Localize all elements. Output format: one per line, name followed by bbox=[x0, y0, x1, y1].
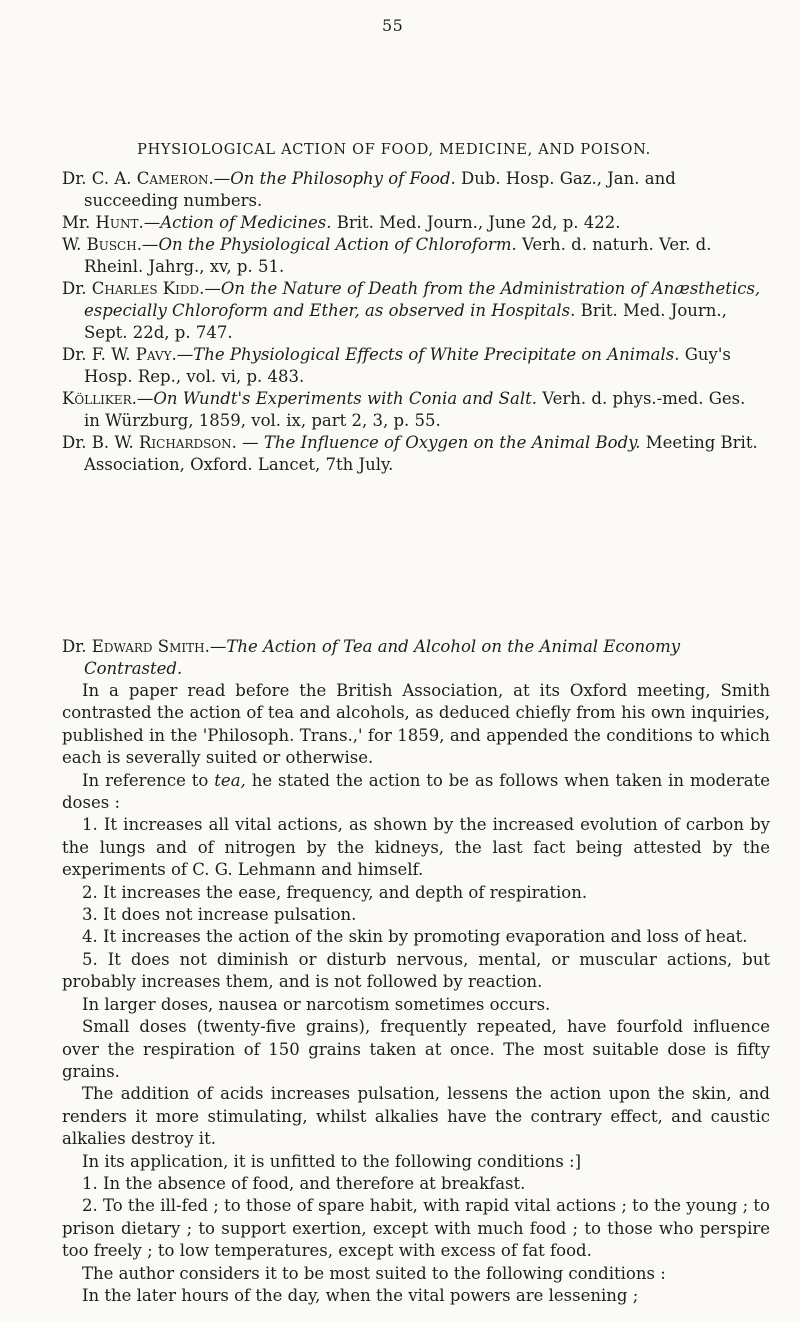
work-title: Action of Medicines. bbox=[160, 213, 332, 232]
citation: Verh. d. naturh. Ver. d. Rheinl. Jahrg., xv, p. 51. bbox=[84, 235, 712, 276]
reference-entry: Mr. Hunt.—Action of Medicines. Brit. Med. Journ., June 2d, p. 422. bbox=[62, 213, 621, 232]
work-title: On Wundt's Experiments with Conia and Salt. bbox=[153, 389, 537, 408]
author-name: Hunt bbox=[95, 213, 139, 232]
author-name: Edward Smith bbox=[91, 637, 205, 656]
author-name: Charles Kidd bbox=[91, 279, 200, 298]
reference-entry: Dr. Charles Kidd.—On the Nature of Death from the Administration of Anæsthetics, especially Chloroform and Ether, as observed in Hospitals. Brit. Med. Journ., Sept. 22d, p. 747. bbox=[62, 279, 761, 342]
work-title: On the Physiological Action of Chloroform. bbox=[158, 235, 517, 254]
reference-list bbox=[62, 168, 762, 476]
application-paragraph: In its application, it is unfitted to the following conditions :] bbox=[82, 1151, 582, 1171]
suited-intro-paragraph: The author considers it to be most suited to the following conditions : bbox=[82, 1263, 666, 1283]
acids-paragraph: The addition of acids increases pulsation, lessens the action upon the skin, and renders it more stimulating, whilst alkalies have the contrary effect, and caustic alkalies destroy it. bbox=[62, 1084, 770, 1149]
work-title: On the Nature of Death from the Administration of Anæsthetics, especially Chloroform and Ether, as observed in Hospitals. bbox=[84, 279, 761, 320]
reference-entry: Kölliker.—On Wundt's Experiments with Conia and Salt. Verh. d. phys.-med. Ges. in Würzburg, 1859, vol. ix, part 2, 3, p. 55. bbox=[62, 389, 746, 430]
intro-paragraph: In a paper read before the British Association, at its Oxford meeting, Smith contrasted the action of tea and alcohols, as deduced chiefly from his own inquiries, published in the 'Philosoph. Trans.,' for 1859, and appended the conditions to which each is severally suited or otherwise. bbox=[62, 681, 770, 768]
unfit-condition: 2. To the ill-fed ; to those of spare habit, with rapid vital actions ; to the young ; to prison dietary ; to support exertion, except with much food ; to those who perspire too freely ; to low temperatures, except with excess of fat food. bbox=[62, 1196, 770, 1261]
citation: Brit. Med. Journ., Sept. 22d, p. 747. bbox=[84, 301, 727, 342]
citation: Brit. Med. Journ., June 2d, p. 422. bbox=[331, 213, 621, 232]
larger-doses-paragraph: In larger doses, nausea or narcotism sometimes occurs. bbox=[82, 994, 551, 1014]
numbered-point: 3. It does not increase pulsation. bbox=[82, 905, 357, 925]
reference-entry: W. Busch.—On the Physiological Action of Chloroform. Verh. d. naturh. Ver. d. Rheinl. Jahrg., xv, p. 51. bbox=[62, 235, 712, 276]
citation: Meeting Brit. Association, Oxford. Lancet, 7th July. bbox=[84, 433, 758, 474]
page-number: 55 bbox=[382, 16, 404, 35]
author-name: Kölliker bbox=[62, 389, 132, 408]
numbered-point: 4. It increases the action of the skin by promoting evaporation and loss of heat. bbox=[82, 927, 748, 947]
citation: Dub. Hosp. Gaz., Jan. and succeeding numbers. bbox=[84, 169, 676, 210]
work-title: On the Philosophy of Food. bbox=[230, 169, 456, 188]
citation: Verh. d. phys.-med. Ges. in Würzburg, 1859, vol. ix, part 2, 3, p. 55. bbox=[84, 389, 746, 430]
numbered-point: 1. It increases all vital actions, as shown by the increased evolution of carbon by the lungs and of nitrogen by the kidneys, the last fact being attested by the experiments of C. G. Lehmann and himself. bbox=[62, 815, 770, 880]
work-title: The Physiological Effects of White Precipitate on Animals. bbox=[193, 345, 680, 364]
author-name: Busch bbox=[86, 235, 137, 254]
numbered-point: 5. It does not diminish or disturb nervous, mental, or muscular actions, but probably increases them, and is not followed by reaction. bbox=[62, 949, 770, 992]
article bbox=[62, 636, 770, 1307]
reference-entry: Dr. B. W. Richardson. — The Influence of Oxygen on the Animal Body. Meeting Brit. Association, Oxford. Lancet, 7th July. bbox=[62, 433, 758, 474]
author-name: C. A. Cameron bbox=[91, 169, 209, 188]
article-title: The Action of Tea and Alcohol on the Animal Economy Contrasted. bbox=[84, 637, 681, 678]
author-name: B. W. Richardson bbox=[91, 433, 232, 452]
suited-condition: In the later hours of the day, when the vital powers are lessening ; bbox=[82, 1285, 639, 1305]
unfit-condition: 1. In the absence of food, and therefore at breakfast. bbox=[82, 1173, 526, 1193]
small-doses-paragraph: Small doses (twenty-five grains), frequently repeated, have fourfold influence over the respiration of 150 grains taken at once. The most suitable dose is fifty grains. bbox=[62, 1017, 770, 1081]
reference-entry: Dr. C. A. Cameron.—On the Philosophy of Food. Dub. Hosp. Gaz., Jan. and succeeding numbers. bbox=[62, 169, 676, 210]
citation: Guy's Hosp. Rep., vol. vi, p. 483. bbox=[84, 345, 731, 386]
work-title: The Influence of Oxygen on the Animal Body. bbox=[263, 433, 641, 452]
numbered-point: 2. It increases the ease, frequency, and depth of respiration. bbox=[82, 882, 588, 902]
reference-entry: Dr. F. W. Pavy.—The Physiological Effects of White Precipitate on Animals. Guy's Hosp. Rep., vol. vi, p. 483. bbox=[62, 345, 731, 386]
author-name: F. W. Pavy bbox=[91, 345, 172, 364]
reference-paragraph: In reference to tea, he stated the action to be as follows when taken in moderate doses : bbox=[62, 770, 770, 813]
running-head: PHYSIOLOGICAL ACTION OF FOOD, MEDICINE, AND POISON. bbox=[137, 142, 651, 158]
article-heading: Dr. Edward Smith.—The Action of Tea and Alcohol on the Animal Economy Contrasted. bbox=[62, 637, 681, 678]
emphasis: tea, bbox=[214, 770, 246, 790]
